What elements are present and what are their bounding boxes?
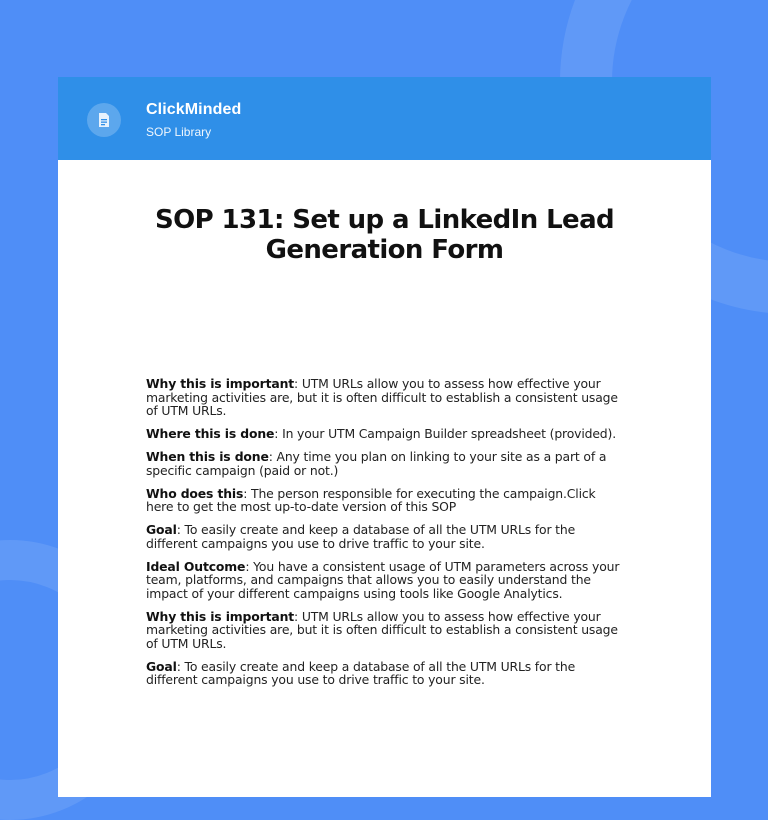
- paragraph-text: : The person responsible for executing the campaign.Click here to get the most up-to-date version of this SOP: [146, 485, 596, 514]
- document-icon: [87, 103, 121, 137]
- sop-paragraph: [146, 427, 626, 441]
- paragraph-text: : UTM URLs allow you to assess how effective your marketing activities are, but it is often difficult to establish a consistent usage of UTM URLs.: [146, 608, 618, 651]
- paragraph-label: Where this is done: [146, 426, 275, 441]
- paragraph-text: : To easily create and keep a database of all the UTM URLs for the different campaigns you use to drive traffic to your site.: [146, 522, 576, 551]
- paragraph-text: : In your UTM Campaign Builder spreadsheet (provided).: [274, 426, 616, 441]
- paragraph-label: Who does this: [146, 485, 244, 501]
- sop-paragraph: [146, 660, 626, 687]
- brand-name: ClickMinded: [146, 101, 242, 118]
- paragraph-text: : To easily create and keep a database of all the UTM URLs for the different campaigns you use to drive traffic to your site.: [146, 658, 576, 687]
- document-header: [58, 77, 711, 160]
- sop-paragraph: [146, 450, 626, 477]
- paragraph-label: Why this is important: [146, 608, 295, 624]
- sop-paragraph: [146, 610, 626, 651]
- document-body: [146, 377, 626, 696]
- library-subtitle: SOP Library: [146, 125, 212, 139]
- paragraph-label: Goal: [146, 522, 177, 537]
- paragraph-label: Why this is important: [146, 376, 295, 391]
- paragraph-label: Ideal Outcome: [146, 558, 246, 574]
- paragraph-text: : UTM URLs allow you to assess how effective your marketing activities are, but it is often difficult to establish a consistent usage of UTM URLs.: [146, 376, 618, 418]
- sop-document-card: [58, 77, 711, 797]
- document-title: SOP 131: Set up a LinkedIn Lead Generation Form: [154, 205, 615, 265]
- paragraph-label: When this is done: [146, 449, 269, 464]
- sop-paragraph: [146, 560, 626, 601]
- sop-paragraph: [146, 377, 626, 418]
- paragraph-text: : Any time you plan on linking to your site as a part of a specific campaign (paid or not.): [146, 449, 607, 478]
- sop-paragraph: [146, 487, 626, 514]
- paragraph-text: : You have a consistent usage of UTM parameters across your team, platforms, and campaigns that allows you to easily understand the impact of your different campaigns using tools like Google Analytics.: [146, 558, 620, 601]
- sop-paragraph: [146, 523, 626, 550]
- paragraph-label: Goal: [146, 658, 177, 674]
